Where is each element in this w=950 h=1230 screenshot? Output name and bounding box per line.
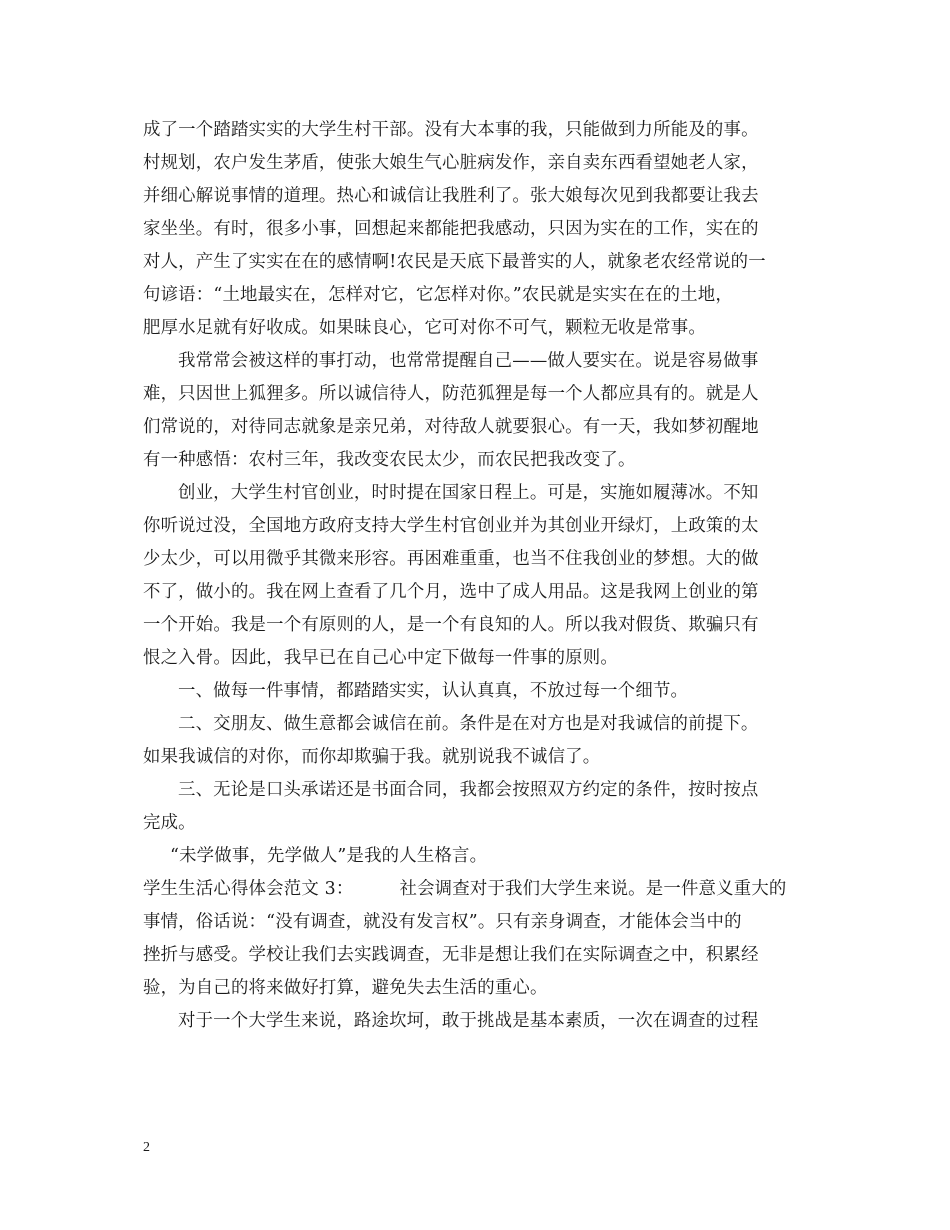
- text-line: 们常说的，对待同志就象是亲兄弟，对待敌人就要狠心。有一天，我如梦初醒地: [143, 417, 759, 437]
- text-line: 完成。: [143, 813, 196, 833]
- principle-item-3: 三、无论是口头承诺还是书面合同，我都会按照双方约定的条件，按时按点: [178, 780, 759, 800]
- paragraph-start-line: 创业，大学生村官创业，时时提在国家日程上。可是，实施如履薄冰。不知: [178, 483, 759, 503]
- text-line: 不了，做小的。我在网上查看了几个月，选中了成人用品。这是我网上创业的第: [143, 582, 759, 602]
- text-line: 少太少，可以用微乎其微来形容。再困难重重，也当不住我创业的梦想。大的做: [143, 549, 759, 569]
- text-line: 事情，俗话说：“没有调查，就没有发言权”。只有亲身调查，才能体会当中的: [143, 912, 742, 932]
- paragraph-start-line: 对于一个大学生来说，路途坎坷，敢于挑战是基本素质，一次在调查的过程: [178, 1011, 759, 1031]
- text-line: 家坐坐。有时，很多小事，回想起来都能把我感动，只因为实在的工作，实在的: [143, 219, 759, 239]
- section-first-sentence: 社会调查对于我们大学生来说。是一件意义重大的: [399, 879, 787, 899]
- section-heading-line: [143, 873, 813, 906]
- text-line: 句谚语：“土地最实在，怎样对它，它怎样对你。”农民就是实实在在的土地，: [143, 285, 733, 305]
- text-line: 难，只因世上狐狸多。所以诚信待人，防范狐狸是每一个人都应具有的。就是人: [143, 384, 759, 404]
- text-line: 恨之入骨。因此，我早已在自己心中定下做每一件事的原则。: [143, 648, 618, 668]
- paragraph-start-line: 我常常会被这样的事打动，也常常提醒自己——做人要实在。说是容易做事: [178, 351, 759, 371]
- text-line: 肥厚水足就有好收成。如果昧良心，它可对你不可气，颗粒无收是常事。: [143, 318, 706, 338]
- text-line: 成了一个踏踏实实的大学生村干部。没有大本事的我，只能做到力所能及的事。: [143, 120, 759, 140]
- text-line: 如果我诚信的对你，而你却欺骗于我。就别说我不诚信了。: [143, 747, 601, 767]
- text-line: 你听说过没，全国地方政府支持大学生村官创业并为其创业开绿灯，上政策的太: [143, 516, 759, 536]
- text-line: 并细心解说事情的道理。热心和诚信让我胜利了。张大娘每次见到我都要让我去: [143, 186, 759, 206]
- text-line: 验，为自己的将来做好打算，避免失去生活的重心。: [143, 978, 548, 998]
- text-line: 对人，产生了实实在在的感情啊!农民是天底下最普实的人，就象老农经常说的一: [143, 252, 766, 272]
- principle-item-2: 二、交朋友、做生意都会诚信在前。条件是在对方也是对我诚信的前提下。: [178, 714, 759, 734]
- page-number: 2: [143, 1140, 150, 1155]
- text-line: 村规划，农户发生茅盾，使张大娘生气心脏病发作，亲自卖东西看望她老人家，: [143, 153, 759, 173]
- motto-line: “未学做事，先学做人”是我的人生格言。: [170, 846, 488, 866]
- text-line: 挫折与感受。学校让我们去实践调查，无非是想让我们在实际调查之中，积累经: [143, 945, 759, 965]
- text-line: 有一种感悟：农村三年，我改变农民太少，而农民把我改变了。: [143, 450, 636, 470]
- principle-item-1: 一、做每一件事情，都踏踏实实，认认真真，不放过每一个细节。: [178, 681, 689, 701]
- section-heading: 学生生活心得体会范文 3：: [143, 879, 354, 899]
- text-line: 一个开始。我是一个有原则的人，是一个有良知的人。所以我对假货、欺骗只有: [143, 615, 759, 635]
- document-body: [143, 114, 813, 1038]
